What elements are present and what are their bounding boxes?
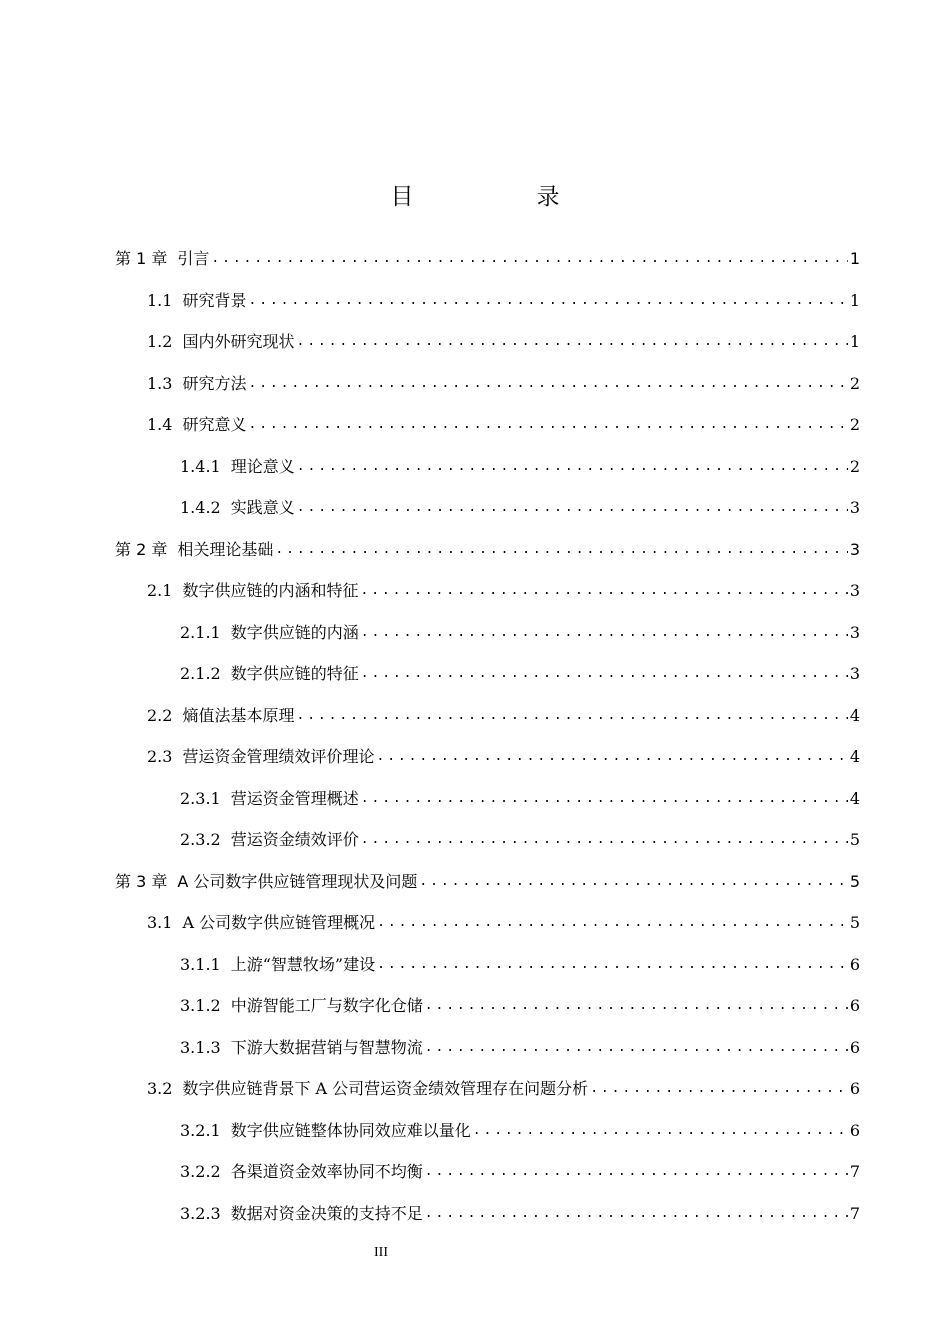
toc-entry-page: 5 xyxy=(849,913,860,932)
toc-entry-number: 2.1.2 xyxy=(180,664,221,683)
toc-entry-page: 6 xyxy=(849,1120,860,1140)
toc-entry-title: 营运资金管理绩效评价理论 xyxy=(182,747,375,766)
toc-dot-leader xyxy=(361,620,848,646)
toc-entry-page: 3 xyxy=(849,539,860,559)
toc-entry-number: 2.3.2 xyxy=(180,830,221,849)
toc-entry[interactable] xyxy=(147,910,860,936)
toc-entry-page: 6 xyxy=(849,996,860,1015)
toc-entry-number: 第 2 章 xyxy=(115,539,168,559)
toc-dot-leader xyxy=(419,869,847,895)
toc-entry-page: 7 xyxy=(849,1203,860,1223)
toc-entry-title: 数字供应链的内涵和特征 xyxy=(182,581,359,600)
toc-entry-page: 5 xyxy=(849,871,860,891)
page-number: III xyxy=(374,1245,388,1260)
toc-entry-page: 6 xyxy=(849,1079,860,1098)
toc-entry[interactable] xyxy=(180,454,860,480)
toc-entry-page: 2 xyxy=(849,373,860,393)
toc-entry-page: 3 xyxy=(849,581,860,600)
toc-entry-title: 中游智能工厂与数字化仓储 xyxy=(230,996,423,1015)
toc-entry[interactable] xyxy=(115,537,860,563)
toc-entry[interactable] xyxy=(147,1076,860,1102)
toc-entry-page: 5 xyxy=(849,830,860,849)
toc-dot-leader xyxy=(248,371,847,397)
toc-dot-leader xyxy=(361,786,848,812)
toc-dot-leader xyxy=(377,910,848,936)
toc-entry-title: 研究方法 xyxy=(182,373,247,393)
toc-entry-title: 熵值法基本原理 xyxy=(182,705,295,725)
toc-entry-number: 1.4 xyxy=(147,415,173,434)
toc-dot-leader xyxy=(211,246,847,272)
toc-entry[interactable] xyxy=(147,744,860,770)
toc-entry-number: 第 3 章 xyxy=(115,871,168,891)
toc-entry-title: A 公司数字供应链管理现状及问题 xyxy=(177,871,418,891)
toc-entry-number: 3.1.1 xyxy=(180,954,221,974)
toc-entry-page: 1 xyxy=(849,249,860,268)
toc-entry-page: 3 xyxy=(849,622,860,642)
toc-entry[interactable] xyxy=(180,495,860,521)
toc-entry[interactable] xyxy=(147,288,860,314)
toc-dot-leader xyxy=(296,703,847,729)
toc-entry-title: 数字供应链背景下 A 公司营运资金绩效管理存在问题分析 xyxy=(182,1079,589,1098)
toc-entry-number: 2.3 xyxy=(147,747,173,766)
toc-entry-title: A 公司数字供应链管理概况 xyxy=(182,913,376,932)
toc-entry[interactable] xyxy=(180,1118,860,1144)
toc-entry-title: 下游大数据营销与智慧物流 xyxy=(230,1037,423,1057)
toc-entry-title: 研究背景 xyxy=(182,290,247,310)
toc-entry[interactable] xyxy=(180,620,860,646)
toc-entry-title: 数据对资金决策的支持不足 xyxy=(230,1203,423,1223)
toc-dot-leader xyxy=(275,537,847,563)
toc-entry-number: 3.2.1 xyxy=(180,1120,221,1140)
toc-entry-page: 6 xyxy=(849,1037,860,1057)
toc-entry-number: 3.2.3 xyxy=(180,1203,221,1223)
toc-entry-title: 理论意义 xyxy=(230,456,295,476)
toc-entry-page: 4 xyxy=(849,747,860,766)
toc-entry-number: 3.2 xyxy=(147,1079,173,1098)
toc-entry-title: 营运资金绩效评价 xyxy=(230,830,359,849)
toc-dot-leader xyxy=(361,827,848,853)
toc-entry[interactable] xyxy=(147,329,860,355)
toc-entry-page: 1 xyxy=(849,332,860,351)
toc-entry-number: 3.1.2 xyxy=(180,996,221,1015)
toc-entry-number: 3.1.3 xyxy=(180,1037,221,1057)
toc-entry-page: 2 xyxy=(849,415,860,434)
toc-entry[interactable] xyxy=(180,1035,860,1061)
toc-entry[interactable] xyxy=(115,246,860,272)
toc-entry[interactable] xyxy=(147,703,860,729)
toc-entry[interactable] xyxy=(180,952,860,978)
toc-entry-number: 1.4.2 xyxy=(180,498,221,517)
toc-entry-page: 2 xyxy=(849,456,860,476)
toc-entry-title: 相关理论基础 xyxy=(177,539,274,559)
toc-entry-number: 1.4.1 xyxy=(180,456,221,476)
toc-entry-number: 1.3 xyxy=(147,373,173,393)
toc-dot-leader xyxy=(425,993,848,1019)
toc-entry-title: 研究意义 xyxy=(182,415,247,434)
toc-entry-title: 国内外研究现状 xyxy=(182,332,295,351)
toc-entry-number: 1.1 xyxy=(147,290,173,310)
toc-entry-title: 数字供应链整体协同效应难以量化 xyxy=(230,1120,471,1140)
toc-entry-title: 数字供应链的内涵 xyxy=(230,622,359,642)
toc-entry-page: 3 xyxy=(849,664,860,683)
toc-entry-page: 7 xyxy=(849,1162,860,1181)
toc-dot-leader xyxy=(248,412,847,438)
toc-dot-leader xyxy=(425,1201,848,1227)
toc-title: 目 录 xyxy=(390,184,610,210)
toc-entry-title: 各渠道资金效率协同不均衡 xyxy=(230,1162,423,1181)
toc-entry-number: 2.1 xyxy=(147,581,173,600)
toc-dot-leader xyxy=(425,1159,848,1185)
toc-entry[interactable] xyxy=(147,412,860,438)
toc-dot-leader xyxy=(248,288,847,314)
toc-entry-title: 营运资金管理概述 xyxy=(230,788,359,808)
toc-entry-title: 上游“智慧牧场”建设 xyxy=(230,954,376,974)
toc-dot-leader xyxy=(297,454,848,480)
toc-entry-page: 1 xyxy=(849,290,860,310)
toc-entry[interactable] xyxy=(180,786,860,812)
toc-entry-number: 2.2 xyxy=(147,705,173,725)
toc-dot-leader xyxy=(296,329,847,355)
toc-entry-number: 第 1 章 xyxy=(115,249,168,268)
toc-entry[interactable] xyxy=(180,827,860,853)
toc-entry-page: 6 xyxy=(849,954,860,974)
toc-dot-leader xyxy=(377,952,848,978)
toc-entry-title: 引言 xyxy=(177,249,210,268)
toc-entry-page: 4 xyxy=(849,788,860,808)
toc-dot-leader xyxy=(590,1076,848,1102)
toc-entry-number: 2.1.1 xyxy=(180,622,221,642)
toc-dot-leader xyxy=(473,1118,848,1144)
toc-dot-leader xyxy=(376,744,847,770)
toc-entry-number: 3.2.2 xyxy=(180,1162,221,1181)
toc-entry[interactable] xyxy=(147,578,860,604)
toc-entry-title: 数字供应链的特征 xyxy=(230,664,359,683)
toc-entry[interactable] xyxy=(180,993,860,1019)
toc-entry-number: 2.3.1 xyxy=(180,788,221,808)
toc-entry[interactable] xyxy=(115,869,860,895)
toc-dot-leader xyxy=(361,661,848,687)
toc-entry-number: 3.1 xyxy=(147,913,173,932)
toc-entry-page: 4 xyxy=(849,705,860,725)
toc-dot-leader xyxy=(425,1035,848,1061)
toc-dot-leader xyxy=(297,495,848,521)
toc-entry-title: 实践意义 xyxy=(230,498,295,517)
toc-dot-leader xyxy=(360,578,847,604)
toc-entry-page: 3 xyxy=(849,498,860,517)
toc-entry[interactable] xyxy=(147,371,860,397)
toc-entry[interactable] xyxy=(180,661,860,687)
toc-entry-number: 1.2 xyxy=(147,332,173,351)
toc-entry[interactable] xyxy=(180,1201,860,1227)
toc-entry[interactable] xyxy=(180,1159,860,1185)
